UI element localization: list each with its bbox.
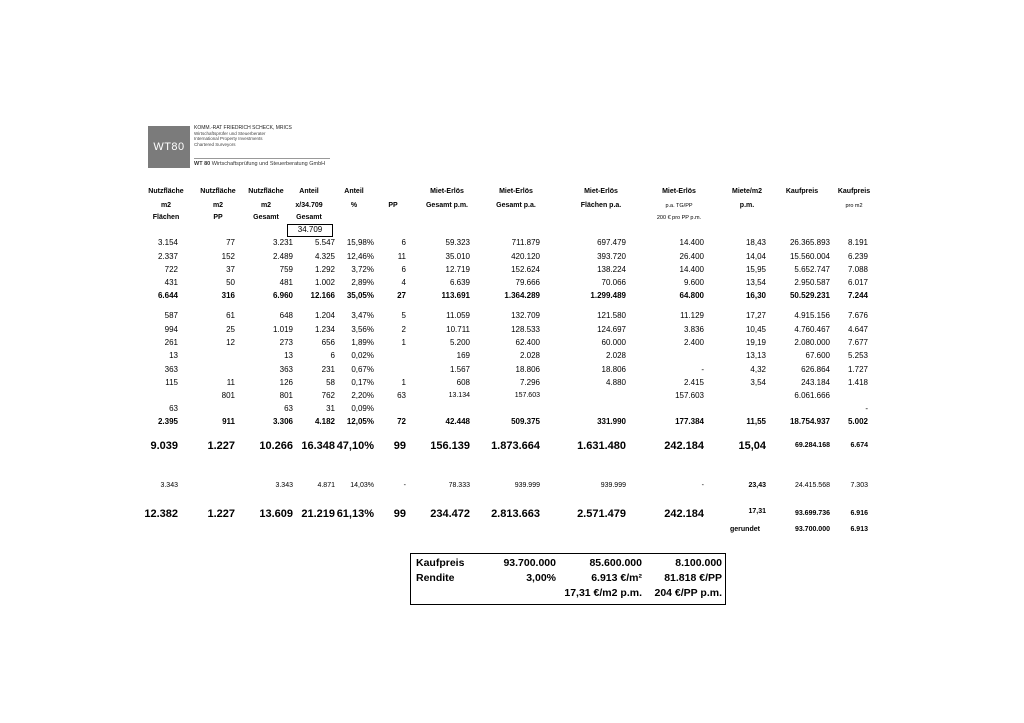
table-cell-r2-c2: 152: [221, 252, 235, 261]
table-cell-r13-c5: 0,09%: [351, 404, 374, 413]
table-cell-r9-c12: 67.600: [805, 351, 830, 360]
table-cell-r11-c7: 608: [456, 378, 470, 387]
column-header-4-line-1: Anteil: [299, 188, 319, 195]
table-cell-r11-c6: 1: [401, 378, 406, 387]
column-header-8-line-1: Miet-Erlös: [499, 188, 533, 195]
table-cell-r13-c1: 63: [169, 404, 178, 413]
table-cell-r9-c13: 5.253: [847, 351, 868, 360]
table-cell-r11-c4: 58: [326, 378, 335, 387]
column-header-13-line-1: Kaufpreis: [837, 188, 871, 195]
table-cell-r1-c8: 711.879: [511, 238, 540, 247]
table-cell-r2-c9: 393.720: [597, 252, 626, 261]
table-cell-r4-c6: 4: [401, 278, 406, 287]
table-cell-r8-c7: 5.200: [449, 338, 470, 347]
table-cell-r8-c2: 12: [226, 338, 235, 347]
table-cell-r17-c1: 12.382: [144, 508, 178, 520]
table-cell-r5-c7: 113.691: [441, 291, 470, 300]
table-cell-r4-c4: 1.002: [314, 278, 335, 287]
table-cell-r14-c7: 42.448: [445, 417, 470, 426]
column-header-1-line-3: Flächen: [152, 214, 180, 221]
table-cell-r1-c11: 18,43: [745, 238, 766, 247]
table-cell-r15-c5: 47,10%: [336, 440, 374, 452]
firm-line-3: Chartered Surveyors: [194, 141, 236, 147]
table-cell-r11-c8: 7.296: [519, 378, 540, 387]
table-cell-r12-c2: 801: [221, 391, 235, 400]
table-cell-r6-c12: 4.915.156: [794, 311, 830, 320]
summary-rendite: 3,00%: [526, 572, 556, 584]
table-cell-r7-c9: 124.697: [597, 325, 626, 334]
table-cell-r1-c1: 3.154: [157, 238, 178, 247]
table-cell-r16-c11: 23,43: [748, 482, 766, 489]
table-cell-r9-c1: 13: [169, 351, 178, 360]
table-cell-r3-c4: 1.292: [314, 265, 335, 274]
rounded-pro-m2: 6.913: [850, 526, 868, 533]
table-cell-r6-c10: 11.129: [680, 311, 704, 320]
table-cell-r2-c10: 26.400: [679, 252, 704, 261]
table-cell-r14-c4: 4.182: [314, 417, 335, 426]
column-header-5-line-2: %: [350, 202, 358, 209]
table-cell-r4-c13: 6.017: [847, 278, 868, 287]
table-cell-r10-c10: -: [701, 365, 704, 374]
table-cell-r9-c11: 13,13: [745, 351, 766, 360]
table-cell-r4-c12: 2.950.587: [794, 278, 830, 287]
summary-kaufpreis-label: Kaufpreis: [416, 557, 465, 569]
table-cell-r1-c6: 6: [401, 238, 406, 247]
table-cell-r14-c6: 72: [397, 417, 406, 426]
table-cell-r4-c7: 6.639: [449, 278, 470, 287]
table-cell-r2-c1: 2.337: [157, 252, 178, 261]
table-cell-r5-c10: 64.800: [679, 291, 704, 300]
column-header-13-line-2: pro m2: [845, 203, 863, 209]
summary-per-m2: 6.913 €/m²: [591, 572, 642, 584]
table-cell-r5-c8: 1.364.289: [504, 291, 540, 300]
table-cell-r4-c9: 70.066: [601, 278, 626, 287]
table-cell-r8-c4: 656: [321, 338, 335, 347]
table-cell-r17-c2: 1.227: [207, 508, 235, 520]
table-cell-r16-c5: 14,03%: [350, 482, 374, 489]
table-cell-r9-c7: 169: [456, 351, 470, 360]
table-cell-r3-c13: 7.088: [847, 265, 868, 274]
table-cell-r8-c11: 19,19: [745, 338, 766, 347]
table-cell-r12-c12: 6.061.666: [794, 391, 830, 400]
table-cell-r4-c8: 79.666: [515, 278, 540, 287]
column-header-11-line-2: p.m.: [739, 202, 755, 209]
table-cell-r7-c3: 1.019: [272, 325, 293, 334]
table-cell-r11-c1: 115: [165, 378, 178, 387]
table-cell-r7-c10: 3.836: [683, 325, 704, 334]
table-cell-r15-c6: 99: [393, 440, 406, 452]
table-cell-r7-c8: 128.533: [511, 325, 540, 334]
table-cell-r3-c8: 152.624: [511, 265, 540, 274]
table-cell-r2-c11: 14,04: [745, 252, 766, 261]
table-cell-r16-c3: 3.343: [275, 482, 293, 489]
table-cell-r8-c8: 62.400: [515, 338, 540, 347]
table-cell-r6-c9: 121.580: [597, 311, 626, 320]
table-cell-r16-c10: -: [701, 482, 704, 489]
table-cell-r5-c2: 316: [221, 291, 235, 300]
summary-kaufpreis-flaechen: 85.600.000: [589, 557, 642, 569]
table-cell-r17-c10: 242.184: [664, 508, 704, 520]
table-cell-r15-c4: 16.348: [301, 440, 335, 452]
table-cell-r16-c13: 7.303: [850, 482, 868, 489]
table-cell-r3-c7: 12.719: [445, 265, 470, 274]
table-cell-r1-c10: 14.400: [679, 238, 704, 247]
table-cell-r1-c5: 15,98%: [346, 238, 374, 247]
table-cell-r12-c4: 762: [321, 391, 335, 400]
table-cell-r7-c12: 4.760.467: [794, 325, 830, 334]
column-header-10-line-2: p.a. TG/PP: [665, 203, 693, 209]
column-header-3-line-3: Gesamt: [253, 214, 279, 221]
table-cell-r1-c9: 697.479: [597, 238, 626, 247]
table-cell-r7-c4: 1.234: [314, 325, 335, 334]
column-header-6-line-2: PP: [388, 202, 398, 209]
table-cell-r1-c2: 77: [226, 238, 235, 247]
rounded-kaufpreis: 93.700.000: [794, 526, 830, 533]
table-cell-r12-c10: 157.603: [675, 391, 704, 400]
column-header-3-line-2: m2: [260, 202, 272, 209]
table-cell-r15-c11: 15,04: [738, 440, 766, 452]
table-cell-r14-c5: 12,05%: [346, 417, 374, 426]
table-cell-r14-c3: 3.306: [272, 417, 293, 426]
table-cell-r16-c9: 939.999: [600, 482, 626, 489]
table-cell-r11-c9: 4.880: [605, 378, 626, 387]
table-cell-r9-c5: 0,02%: [351, 351, 374, 360]
table-cell-r14-c12: 18.754.937: [789, 417, 830, 426]
table-cell-r5-c6: 27: [397, 291, 406, 300]
table-cell-r5-c12: 50.529.231: [789, 291, 830, 300]
table-cell-r11-c5: 0,17%: [351, 378, 374, 387]
table-cell-r7-c13: 4.647: [847, 325, 868, 334]
table-cell-r13-c3: 63: [284, 404, 293, 413]
table-cell-r2-c12: 15.560.004: [789, 252, 830, 261]
table-cell-r6-c6: 5: [401, 311, 406, 320]
table-cell-r4-c5: 2,89%: [351, 278, 374, 287]
table-cell-r9-c4: 6: [330, 351, 335, 360]
column-header-2-line-1: Nutzfläche: [200, 188, 236, 195]
table-cell-r11-c13: 1.418: [847, 378, 868, 387]
table-cell-r10-c9: 18.806: [601, 365, 626, 374]
table-cell-r2-c3: 2.489: [272, 252, 293, 261]
table-cell-r13-c13: -: [865, 404, 868, 413]
table-cell-r14-c11: 11,55: [746, 417, 766, 426]
firm-line-2: International Property Investments: [194, 136, 263, 142]
table-cell-r6-c8: 132.709: [511, 311, 540, 320]
table-cell-r17-c6: 99: [393, 508, 406, 520]
table-cell-r4-c2: 50: [226, 278, 235, 287]
table-cell-r8-c9: 60.000: [601, 338, 626, 347]
table-cell-r7-c11: 10,45: [745, 325, 766, 334]
column-header-2-line-3: PP: [213, 214, 223, 221]
table-cell-r2-c8: 420.120: [511, 252, 540, 261]
column-header-4-line-3: Gesamt: [296, 214, 322, 221]
table-cell-r10-c4: 231: [321, 365, 335, 374]
table-cell-r17-c12: 93.699.736: [794, 510, 830, 517]
table-cell-r7-c7: 10.711: [446, 325, 470, 334]
table-cell-r8-c12: 2.080.000: [794, 338, 830, 347]
table-cell-r6-c7: 11.059: [446, 311, 470, 320]
table-cell-r15-c7: 156.139: [430, 440, 470, 452]
table-cell-r15-c2: 1.227: [207, 440, 235, 452]
table-cell-r4-c10: 9.600: [683, 278, 704, 287]
table-cell-r16-c6: -: [403, 482, 406, 489]
column-header-9-line-2: Flächen p.a.: [580, 202, 622, 209]
logo-text: WT80: [153, 141, 185, 153]
column-header-10-line-1: Miet-Erlös: [662, 188, 696, 195]
summary-rendite-label: Rendite: [416, 572, 455, 584]
table-cell-r3-c12: 5.652.747: [794, 265, 830, 274]
table-cell-r12-c5: 2,20%: [351, 391, 374, 400]
table-cell-r15-c13: 6.674: [850, 442, 868, 449]
firm-block: [194, 126, 292, 147]
table-cell-r1-c13: 8.191: [847, 238, 868, 247]
column-header-2-line-2: m2: [212, 202, 224, 209]
table-cell-r10-c11: 4,32: [750, 365, 766, 374]
table-cell-r12-c6: 63: [397, 391, 406, 400]
table-cell-r14-c9: 331.990: [597, 417, 626, 426]
table-cell-r9-c9: 2.028: [605, 351, 626, 360]
table-cell-r17-c5: 61,13%: [336, 508, 374, 520]
table-cell-r6-c11: 17,27: [745, 311, 766, 320]
table-cell-r15-c1: 9.039: [150, 440, 178, 452]
table-cell-r8-c5: 1,89%: [351, 338, 374, 347]
firm-line-1: Wirtschaftsprüfer und Steuerberater: [194, 131, 266, 137]
table-cell-r16-c12: 24.415.568: [794, 482, 830, 489]
table-cell-r3-c5: 3,72%: [351, 265, 374, 274]
table-cell-r14-c2: 911: [222, 417, 235, 426]
table-cell-r4-c3: 481: [279, 278, 293, 287]
table-cell-r6-c4: 1.204: [314, 311, 335, 320]
table-cell-r9-c3: 13: [284, 351, 293, 360]
table-cell-r8-c1: 261: [164, 338, 178, 347]
table-cell-r2-c7: 35.010: [445, 252, 470, 261]
table-cell-r12-c8: 157.603: [514, 392, 540, 399]
table-cell-r3-c10: 14.400: [679, 265, 704, 274]
table-cell-r6-c2: 61: [226, 311, 235, 320]
column-header-4-line-2: x/34.709: [295, 202, 323, 209]
firm-sub-bold: WT 80: [194, 161, 211, 167]
table-cell-r6-c1: 587: [164, 311, 178, 320]
table-cell-r6-c3: 648: [279, 311, 293, 320]
summary-miete-m2: 17,31 €/m2 p.m.: [564, 587, 642, 599]
table-cell-r10-c3: 363: [279, 365, 293, 374]
total-share-value: 34.709: [297, 225, 323, 234]
table-cell-r4-c1: 431: [164, 278, 178, 287]
table-cell-r7-c6: 2: [401, 325, 406, 334]
table-cell-r2-c6: 11: [397, 252, 406, 261]
column-header-1-line-1: Nutzfläche: [148, 188, 184, 195]
table-cell-r5-c13: 7.244: [847, 291, 868, 300]
table-cell-r17-c8: 2.813.663: [491, 508, 540, 520]
table-cell-r10-c7: 1.567: [449, 365, 470, 374]
table-cell-r5-c1: 6.644: [157, 291, 178, 300]
table-cell-r16-c8: 939.999: [514, 482, 540, 489]
firm-subtitle: [194, 161, 325, 167]
table-cell-r15-c8: 1.873.664: [491, 440, 540, 452]
table-cell-r4-c11: 13,54: [745, 278, 766, 287]
rounded-label: gerundet: [730, 526, 760, 533]
table-cell-r8-c6: 1: [401, 338, 406, 347]
table-cell-r16-c4: 4.871: [317, 482, 335, 489]
table-cell-r14-c10: 177.384: [675, 417, 704, 426]
table-cell-r15-c9: 1.631.480: [577, 440, 626, 452]
table-cell-r12-c7: 13.134: [448, 392, 470, 399]
table-cell-r11-c3: 126: [279, 378, 293, 387]
column-header-5-line-1: Anteil: [344, 188, 364, 195]
table-cell-r13-c4: 31: [326, 404, 335, 413]
table-cell-r8-c13: 7.677: [847, 338, 868, 347]
table-cell-r10-c1: 363: [164, 365, 178, 374]
table-cell-r2-c13: 6.239: [847, 252, 868, 261]
table-cell-r1-c7: 59.323: [445, 238, 470, 247]
table-cell-r3-c9: 138.224: [597, 265, 626, 274]
table-cell-r6-c5: 3,47%: [351, 311, 374, 320]
table-cell-r3-c1: 722: [164, 265, 178, 274]
summary-kaufpreis-pp: 8.100.000: [675, 557, 722, 569]
firm-name: KOMM.-RAT FRIEDRICH SCHECK, MRICS: [194, 125, 292, 131]
table-cell-r11-c12: 243.184: [801, 378, 830, 387]
company-logo: [148, 126, 190, 168]
table-cell-r8-c10: 2.400: [683, 338, 704, 347]
table-cell-r5-c9: 1.299.489: [590, 291, 626, 300]
column-header-12-line-1: Kaufpreis: [785, 188, 819, 195]
table-cell-r12-c3: 801: [279, 391, 293, 400]
table-cell-r2-c4: 4.325: [314, 252, 335, 261]
column-header-9-line-1: Miet-Erlös: [584, 188, 618, 195]
table-cell-r15-c12: 69.284.168: [794, 442, 830, 449]
table-cell-r14-c1: 2.395: [157, 417, 178, 426]
table-cell-r14-c13: 5.002: [847, 417, 868, 426]
column-header-1-line-2: m2: [160, 202, 172, 209]
summary-kaufpreis-total: 93.700.000: [503, 557, 556, 569]
table-cell-r9-c8: 2.028: [519, 351, 540, 360]
column-header-7-line-1: Miet-Erlös: [430, 188, 464, 195]
firm-sub-text: Wirtschaftsprüfung und Steuerberatung GmbH: [211, 161, 326, 167]
table-cell-r17-c13: 6.916: [850, 510, 868, 517]
column-header-3-line-1: Nutzfläche: [248, 188, 284, 195]
table-cell-r6-c13: 7.676: [847, 311, 868, 320]
table-cell-r10-c12: 626.864: [801, 365, 830, 374]
table-cell-r10-c8: 18.806: [515, 365, 540, 374]
column-header-11-line-1: Miete/m2: [732, 188, 762, 195]
table-cell-r10-c13: 1.727: [847, 365, 868, 374]
firm-divider: [194, 158, 330, 159]
table-cell-r17-c7: 234.472: [430, 508, 470, 520]
column-header-7-line-2: Gesamt p.m.: [425, 202, 468, 209]
table-cell-r7-c2: 25: [226, 325, 235, 334]
table-cell-r3-c3: 759: [279, 265, 293, 274]
table-cell-r15-c3: 10.266: [259, 440, 293, 452]
table-cell-r3-c6: 6: [401, 265, 406, 274]
table-cell-r1-c12: 26.365.893: [789, 238, 830, 247]
table-cell-r16-c7: 78.333: [448, 482, 470, 489]
table-cell-r1-c3: 3.231: [272, 238, 293, 247]
table-cell-r5-c11: 16,30: [745, 291, 766, 300]
table-cell-r3-c11: 15,95: [745, 265, 766, 274]
column-header-10-line-3: 200 € pro PP p.m.: [656, 215, 702, 221]
table-cell-r5-c4: 12.166: [310, 291, 335, 300]
table-cell-r14-c8: 509.375: [511, 417, 540, 426]
table-cell-r2-c5: 12,46%: [346, 252, 374, 261]
table-cell-r1-c4: 5.547: [314, 238, 335, 247]
table-cell-r15-c10: 242.184: [664, 440, 704, 452]
summary-miete-pp: 204 €/PP p.m.: [654, 587, 722, 599]
table-cell-r17-c4: 21.219: [301, 508, 335, 520]
table-cell-r11-c11: 3,54: [750, 378, 766, 387]
table-cell-r11-c10: 2.415: [683, 378, 704, 387]
table-cell-r7-c5: 3,56%: [351, 325, 374, 334]
table-cell-r17-c3: 13.609: [259, 508, 293, 520]
table-cell-r16-c1: 3.343: [160, 482, 178, 489]
summary-per-pp: 81.818 €/PP: [664, 572, 722, 584]
table-cell-r10-c5: 0,67%: [351, 365, 374, 374]
table-cell-r5-c3: 6.960: [272, 291, 293, 300]
table-cell-r3-c2: 37: [226, 265, 235, 274]
table-cell-r17-c11: 17,31: [748, 508, 766, 515]
table-cell-r8-c3: 273: [279, 338, 293, 347]
table-cell-r5-c5: 35,05%: [346, 291, 374, 300]
table-cell-r11-c2: 11: [226, 378, 235, 387]
column-header-8-line-2: Gesamt p.a.: [496, 202, 536, 209]
table-cell-r17-c9: 2.571.479: [577, 508, 626, 520]
table-cell-r7-c1: 994: [164, 325, 178, 334]
